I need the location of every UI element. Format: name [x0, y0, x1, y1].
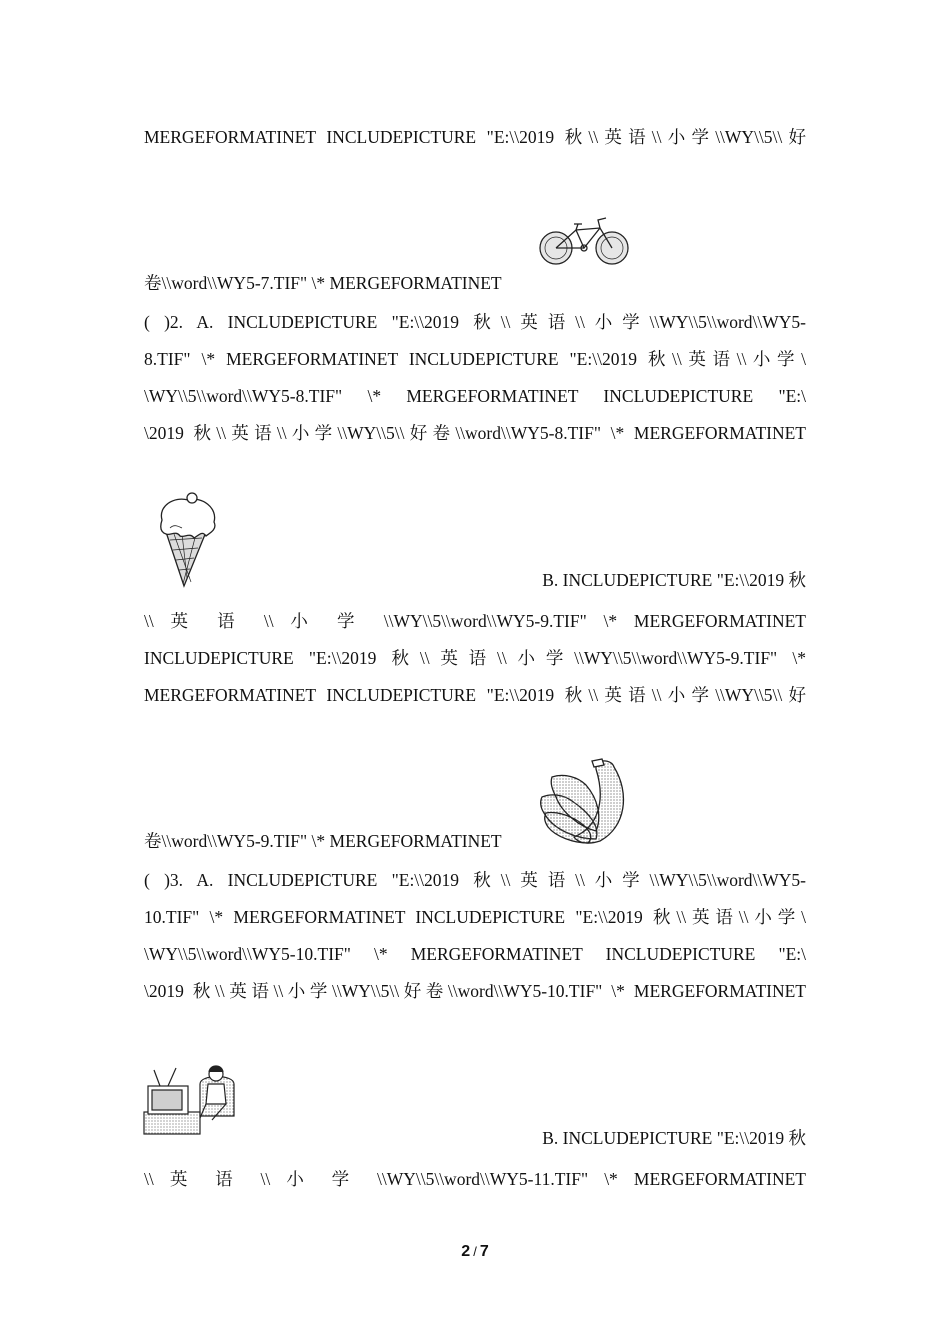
total-pages: 7 — [479, 1243, 489, 1260]
text-line-12: ( )3. A. INCLUDEPICTURE "E:\\2019 秋\\英语\\小学\\WY\\5\\word\\WY5- — [144, 870, 806, 890]
page-number — [0, 1243, 950, 1261]
text-line-11: 卷\\word\\WY5-9.TIF" \* MERGEFORMATINET — [144, 831, 502, 851]
text-line-3: ( )2. A. INCLUDEPICTURE "E:\\2019 秋\\英语\\小学\\WY\\5\\word\\WY5- — [144, 312, 806, 332]
boy-watching-tv-image — [142, 1060, 238, 1136]
text-line-17: \\ 英 语 \\ 小 学 \\WY\\5\\word\\WY5-11.TIF" \* MERGEFORMATINET — [144, 1169, 806, 1189]
text-line-14: \WY\\5\\word\\WY5-10.TIF" \* MERGEFORMATINET INCLUDEPICTURE "E:\ — [144, 944, 806, 964]
text-line-2: 卷\\word\\WY5-7.TIF" \* MERGEFORMATINET — [144, 273, 502, 293]
text-line-13: 10.TIF" \* MERGEFORMATINET INCLUDEPICTURE "E:\\2019 秋\\英语\\小学\ — [144, 907, 806, 927]
bicycle-image — [538, 216, 632, 268]
text-line-4: 8.TIF" \* MERGEFORMATINET INCLUDEPICTURE "E:\\2019 秋\\英语\\小学\ — [144, 349, 806, 369]
text-line-6: \2019 秋\\英语\\小学\\WY\\5\\好卷\\word\\WY5-8.TIF" \* MERGEFORMATINET — [144, 423, 806, 443]
text-line-16: B. INCLUDEPICTURE "E:\\2019 秋 — [542, 1128, 806, 1148]
text-line-1: MERGEFORMATINET INCLUDEPICTURE "E:\\2019 秋\\英语\\小学\\WY\\5\\好 — [144, 127, 806, 147]
text-line-8: \\ 英 语 \\ 小 学 \\WY\\5\\word\\WY5-9.TIF" \* MERGEFORMATINET — [144, 611, 806, 631]
current-page: 2 — [461, 1243, 471, 1260]
text-line-7: B. INCLUDEPICTURE "E:\\2019 秋 — [542, 570, 806, 590]
text-line-5: \WY\\5\\word\\WY5-8.TIF" \* MERGEFORMATINET INCLUDEPICTURE "E:\ — [144, 386, 806, 406]
page-separator: / — [473, 1244, 477, 1259]
text-line-9: INCLUDEPICTURE "E:\\2019 秋\\英语\\小学\\WY\\5\\word\\WY5-9.TIF" \* — [144, 648, 806, 668]
text-line-15: \2019 秋\\英语\\小学\\WY\\5\\好卷\\word\\WY5-10.TIF" \* MERGEFORMATINET — [144, 981, 806, 1001]
text-line-10: MERGEFORMATINET INCLUDEPICTURE "E:\\2019 秋\\英语\\小学\\WY\\5\\好 — [144, 685, 806, 705]
